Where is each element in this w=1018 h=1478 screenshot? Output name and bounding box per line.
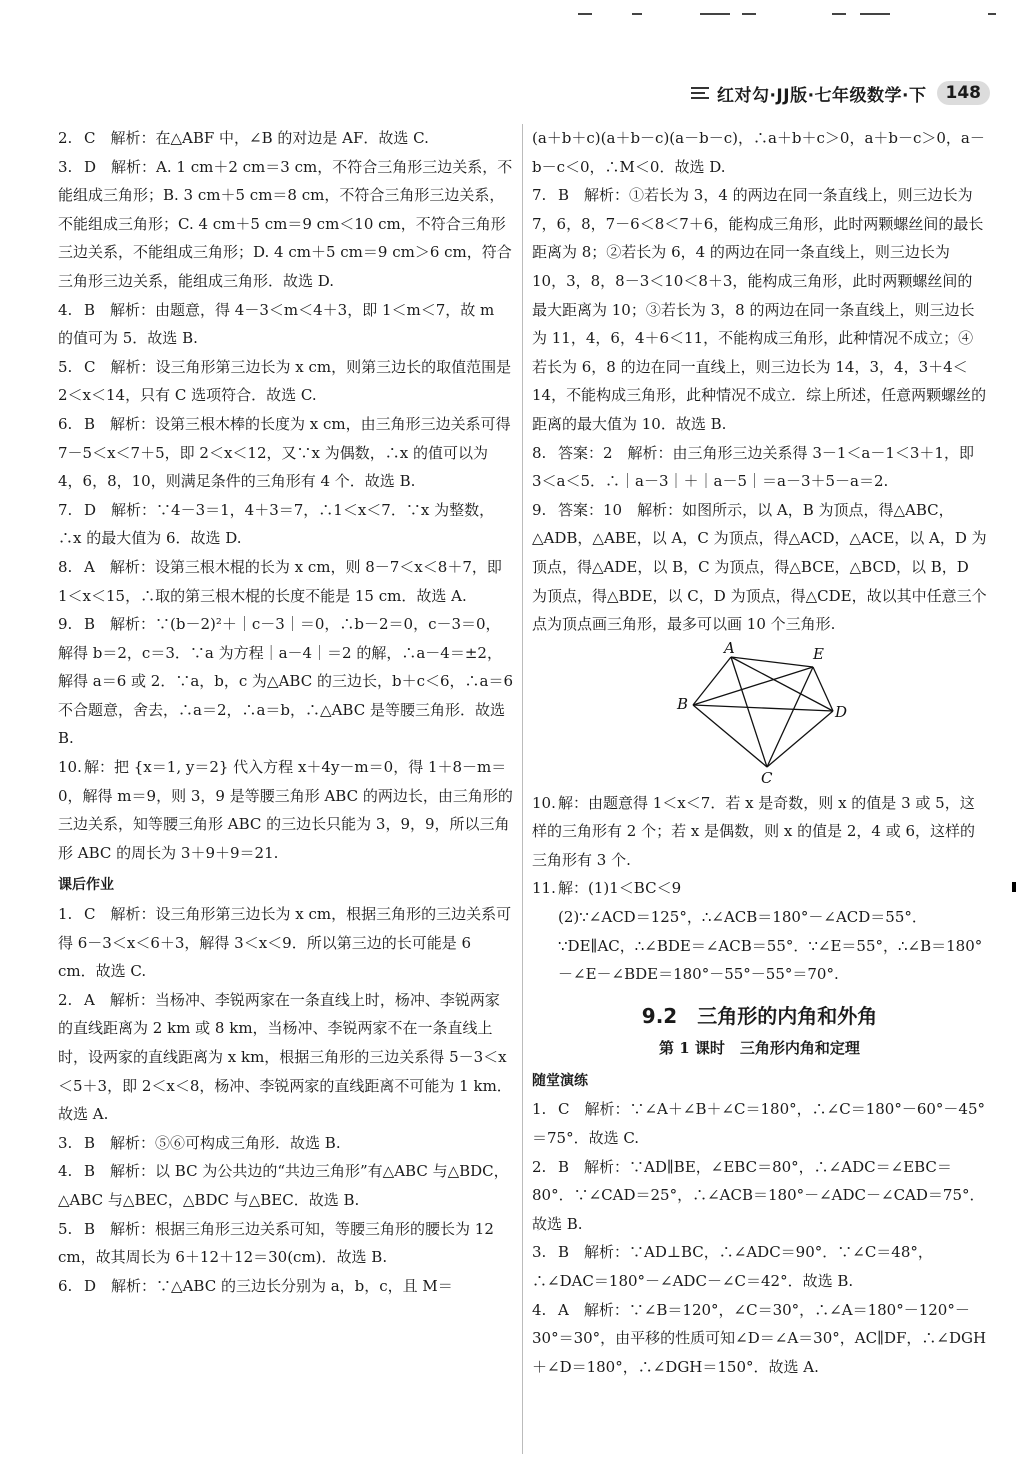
answer-item: 9. B 解析：∵(b－2)²＋｜c－3｜＝0，∴b－2＝0，c－3＝0，解得 b＝2，c＝3．∵a 为方程｜a－4｜＝2 的解，∴a－4＝±2，解得 a＝6 或 2．∵a，b，c 为△ABC 的三边长，b＋c＜6，∴a＝6 不合题意，舍去，∴a＝2，∴a＝b，∴△ABC 是等腰三角形．故选 B. bbox=[58, 615, 513, 748]
answer-item: 3. B 解析：⑤⑥可构成三角形．故选 B. bbox=[58, 1133, 341, 1152]
answer-item: 2. A 解析：当杨冲、李锐两家在一条直线上时，杨冲、李锐两家的直线距离为 2 km 或 8 km，当杨冲、李锐两家不在一条直线上时，设两家的直线距离为 x km，根据三角形的三边关系得 5－3＜x＜5＋3，即 2＜x＜8，杨冲、李锐两家的直线距离不可能为 1 km．故选 A. bbox=[58, 990, 512, 1124]
answer-item: 4. B 解析：由题意，得 4－3＜m＜4＋3，即 1＜m＜7，故 m 的值可为 5．故选 B. bbox=[58, 300, 495, 348]
answer-item: 10. 解：把 {x＝1, y＝2} 代入方程 x＋4y－m＝0，得 1＋8－m＝0，解得 m＝9，则 3，9 是等腰三角形 ABC 的两边长，由三角形的三边关系，知等腰三角形 ABC 的三边长只能为 3，9，9，所以三角形 ABC 的周长为 3＋9＋9＝21. bbox=[58, 758, 513, 862]
answer-item: 7. B 解析：①若长为 3，4 的两边在同一条直线上，则三边长为 7，6，8，7－6＜8＜7＋6，能构成三角形，此时两颗螺丝间的最长距离为 8；②若长为 6，4 的两边在同一条直线上，则三边长为 10，3，8，8－3＜10＜8＋3，能构成三角形，此时两颗螺丝间的最大距离为 10；③若长为 3，8 的两边在同一条直线上，则三边长为 11，4，6，4＋6＜11，不能构成三角形，此种情况不成立；④若长为 6，8 的边在同一直线上，则三边长为 14，3，4，3＋4＜14，不能构成三角形，此种情况不成立．综上所述，任意两颗螺丝的距离的最大值为 10．故选 B. bbox=[532, 186, 987, 433]
answer-item: 1. C 解析：∵∠A＋∠B＋∠C＝180°，∴∠C＝180°－60°－45°＝75°．故选 C. bbox=[532, 1100, 985, 1148]
answer-item: 4. B 解析：以 BC 为公共边的“共边三角形”有△ABC 与△BDC，△ABC 与△BEC，△BDC 与△BEC．故选 B. bbox=[58, 1162, 509, 1209]
answer-item: 10. 解：由题意得 1＜x＜7．若 x 是奇数，则 x 的值是 3 或 5，这样的三角形有 2 个；若 x 是偶数，则 x 的值是 2，4 或 6，这样的三角形有 3 个. bbox=[532, 793, 976, 869]
right-column bbox=[532, 124, 987, 1381]
vertex-label-c: C bbox=[761, 768, 773, 785]
answer-item: 5. C 解析：设三角形第三边长为 x cm，则第三边长的取值范围是 2＜x＜14，只有 C 选项符合．故选 C. bbox=[58, 357, 512, 405]
vertex-label-e: E bbox=[813, 644, 824, 663]
page-number: 148 bbox=[937, 81, 991, 105]
vertex-label-d: D bbox=[835, 702, 847, 721]
header-lines-icon bbox=[691, 87, 709, 99]
column-divider bbox=[522, 124, 523, 1454]
answer-item: 11. 解：(1)1＜BC＜9 bbox=[532, 879, 682, 898]
answer-item: 6. D 解析：∵△ABC 的三边长分别为 a，b，c，且 M＝ bbox=[58, 1276, 453, 1295]
pentagon-diagram bbox=[667, 639, 847, 785]
section-heading-practice: 随堂演练 bbox=[532, 1072, 588, 1089]
vertex-label-a: A bbox=[724, 638, 735, 657]
answer-item: 8. A 解析：设第三根木棍的长为 x cm，则 8－7＜x＜8＋7，即 1＜x＜15，∴取的第三根木棍的长度不能是 15 cm．故选 A. bbox=[58, 557, 502, 605]
answer-item: 5. B 解析：根据三角形三边关系可知，等腰三角形的腰长为 12 cm，故其周长为 6＋12＋12＝30(cm)．故选 B. bbox=[58, 1219, 494, 1267]
scan-top-marks bbox=[0, 0, 1018, 20]
scan-edge-mark bbox=[1012, 882, 1016, 892]
vertex-label-b: B bbox=[677, 694, 689, 713]
answer-item: 7. D 解析：∵4－3＝1，4＋3＝7，∴1＜x＜7．∵x 为整数，∴x 的最大值为 6．故选 D. bbox=[58, 500, 495, 548]
answer-item: (2)∵∠ACD＝125°，∴∠ACB＝180°－∠ACD＝55°．∵DE∥AC，∴∠BDE＝∠ACB＝55°．∵∠E＝55°，∴∠B＝180°－∠E－∠BDE＝180°－55°－55°＝70°. bbox=[558, 908, 983, 984]
page-header bbox=[691, 80, 990, 106]
answer-item: 2. B 解析：∵AD∥BE，∠EBC＝80°，∴∠ADC＝∠EBC＝80°．∵∠CAD＝25°，∴∠ACB＝180°－∠ADC－∠CAD＝75°．故选 B. bbox=[532, 1157, 985, 1233]
chapter-title: 9.2 三角形的内角和外角 bbox=[641, 1003, 878, 1028]
answer-item: 3. B 解析：∵AD⊥BC，∴∠ADC＝90°．∵∠C＝48°，∴∠DAC＝180°－∠ADC－∠C＝42°．故选 B. bbox=[532, 1243, 933, 1290]
section-heading-homework: 课后作业 bbox=[58, 877, 114, 894]
answer-item: 4. A 解析：∵∠B＝120°，∠C＝30°，∴∠A＝180°－120°－30°＝30°，由平移的性质可知∠D＝∠A＝30°，AC∥DF，∴∠DGH＋∠D＝180°，∴∠DGH＝150°．故选 A. bbox=[532, 1300, 987, 1376]
lesson-title: 第 1 课时 三角形内角和定理 bbox=[659, 1038, 860, 1057]
pentagon-figure bbox=[532, 639, 987, 789]
answer-item: 1. C 解析：设三角形第三边长为 x cm，根据三角形的三边关系可得 6－3＜x＜6＋3，解得 3＜x＜9．所以第三边的长可能是 6 cm．故选 C. bbox=[58, 905, 512, 981]
answer-item: (a＋b＋c)(a＋b－c)(a－b－c)，∴a＋b＋c＞0，a＋b－c＞0，a－b－c＜0，∴M＜0．故选 D. bbox=[532, 129, 985, 176]
answer-item: 3. D 解析：A. 1 cm＋2 cm＝3 cm，不符合三角形三边关系，不能组成三角形；B. 3 cm＋5 cm＝8 cm，不符合三角形三边关系，不能组成三角形；C. 4 cm＋5 cm＝9 cm＜10 cm，不符合三角形三边关系，不能组成三角形；D. 4 cm＋5 cm＝9 cm＞6 cm，符合三角形三边关系，能组成三角形．故选 D. bbox=[58, 157, 513, 290]
answer-item: 6. B 解析：设第三根木棒的长度为 x cm，由三角形三边关系可得 7－5＜x＜7＋5，即 2＜x＜12，又∵x 为偶数，∴x 的值可以为 4，6，8，10，则满足条件的三角形有 4 个．故选 B. bbox=[58, 414, 511, 491]
answer-item: 9. 答案：10 解析：如图所示，以 A，B 为顶点，得△ABC，△ADB，△ABE，以 A，C 为顶点，得△ACD，△ACE，以 A，D 为顶点，得△ADE，以 B，C 为顶点，得△BCE，△BCD，以 B，D 为顶点，得△BDE，以 C，D 为顶点，得△CDE，故以其中任意三个点为顶点画三角形，最多可以画 10 个三角形. bbox=[532, 500, 987, 634]
answer-item: 8. 答案：2 解析：由三角形三边关系得 3－1＜a－1＜3＋1，即 3＜a＜5．∴｜a－3｜＋｜a－5｜＝a－3＋5－a＝2. bbox=[532, 443, 974, 491]
left-column bbox=[58, 124, 513, 1300]
answer-item: 2. C 解析：在△ABF 中，∠B 的对边是 AF．故选 C. bbox=[58, 129, 429, 147]
book-title: 红对勾·JJ版·七年级数学·下 bbox=[716, 85, 927, 106]
